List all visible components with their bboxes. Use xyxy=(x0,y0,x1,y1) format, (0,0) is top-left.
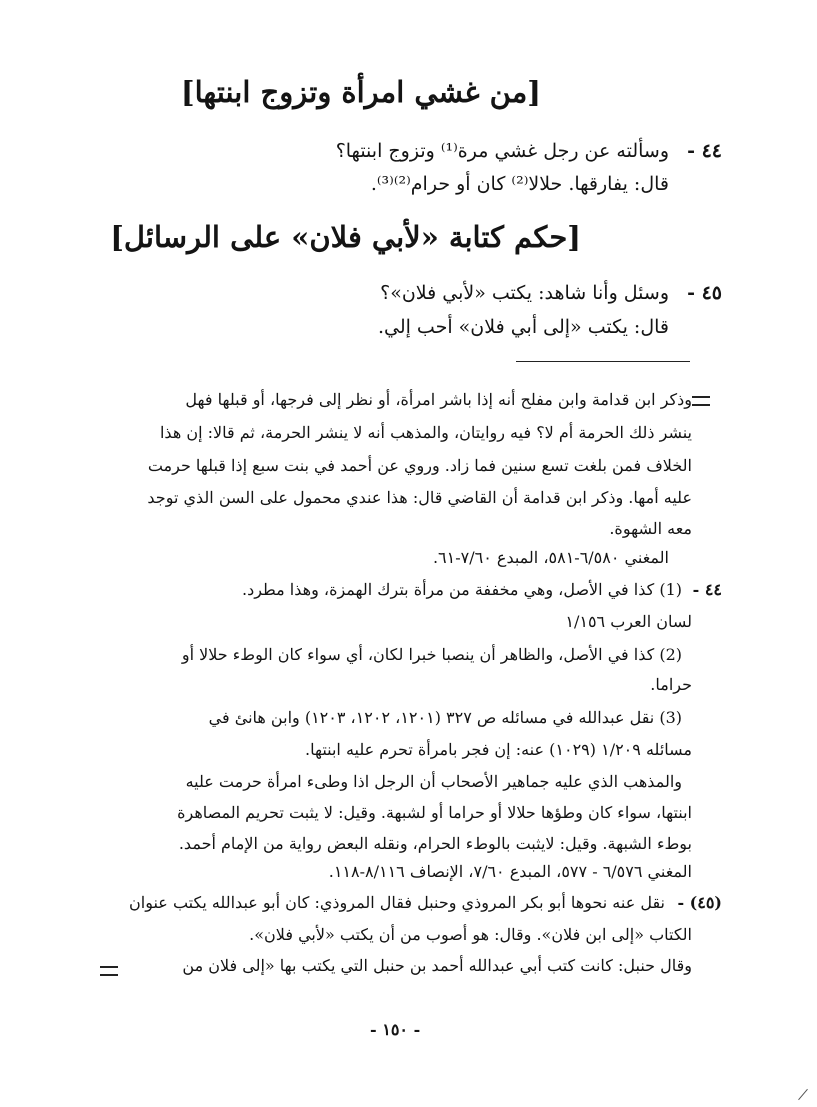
question-45-answer: قال: يكتب «إلى أبي فلان» أحب إلي. xyxy=(377,316,669,338)
footnote-line: الخلاف فمن بلغت تسع سنين فما زاد. وروي عن أحمد في بنت سبع إذا قبلها حرمت xyxy=(147,456,692,475)
footnote-line: المغني ٦/٥٧٦ - ٥٧٧، المبدع ٧/٦٠، الإنصاف ٨/١١٦-١١٨. xyxy=(328,862,692,881)
footnote-line: عليه أمها. وذكر ابن قدامة أن القاضي قال: هذا عندي محمول على السن الذي توجد xyxy=(147,488,692,507)
footnote-line: ابنتها، سواء كان وطؤها حلالا أو حراما أو لشبهة. وقيل: لا يثبت تحريم المصاهرة xyxy=(177,803,692,822)
continuation-mark xyxy=(692,396,710,406)
question-45-number: ٤٥ - xyxy=(687,282,722,304)
footnote-line: المغني ٦/٥٨٠-٥٨١، المبدع ٧/٦٠-٦١. xyxy=(432,548,669,567)
footnote-group-45-number: (٤٥) - xyxy=(677,893,722,912)
footnote-line: بوطء الشبهة. وقيل: لايثبت بالوطء الحرام، ونقله البعض رواية من الإمام أحمد. xyxy=(178,834,692,853)
footnote-line: وذكر ابن قدامة وابن مفلح أنه إذا باشر امرأة، أو نظر إلى فرجها، أو قبلها فهل xyxy=(185,390,692,409)
page-corner-mark xyxy=(798,1089,808,1100)
question-44-number: ٤٤ - xyxy=(687,140,722,162)
footnote-group-44-number: ٤٤ - xyxy=(692,580,722,599)
footnote-separator xyxy=(516,361,690,362)
question-44-text: وسألته عن رجل غشي مرة⁽¹⁾ وتزوج ابنتها؟ xyxy=(335,140,669,162)
footnote-line: لسان العرب ١/١٥٦ xyxy=(565,612,692,631)
page-number: - ١٥٠ - xyxy=(370,1020,421,1039)
question-45-text: وسئل وأنا شاهد: يكتب «لأبي فلان»؟ xyxy=(380,282,669,304)
footnote-line: ينشر ذلك الحرمة أم لا؟ فيه روايتان، والمذهب أنه لا ينشر الحرمة، ثم قالا: إن هذا xyxy=(159,423,692,442)
continuation-mark xyxy=(100,966,118,976)
footnote-line: الكتاب «إلى ابن فلان». وقال: هو أصوب من أن يكتب «لأبي فلان». xyxy=(249,925,692,944)
footnote-line: حراما. xyxy=(650,675,692,694)
question-44-answer: قال: يفارقها. حلالا⁽²⁾ كان أو حرام⁽²⁾⁽³⁾. xyxy=(370,173,669,195)
footnote-line: (3) نقل عبدالله في مسائله ص ٣٢٧ (١٢٠١، ١٢٠٢، ١٢٠٣) وابن هانئ في xyxy=(208,708,682,727)
footnote-line: معه الشهوة. xyxy=(609,519,692,538)
heading-2: [حكم كتابة «لأبي فلان» على الرسائل] xyxy=(110,220,581,254)
heading-1: [من غشي امرأة وتزوج ابنتها] xyxy=(180,75,541,109)
footnote-line: (2) كذا في الأصل، والظاهر أن ينصبا خبرا لكان، أي سواء كان الوطء حلالا أو xyxy=(181,645,682,664)
footnote-line: والمذهب الذي عليه جماهير الأصحاب أن الرجل اذا وطىء امرأة حرمت عليه xyxy=(185,772,682,791)
footnote-line: نقل عنه نحوها أبو بكر المروذي وحنبل فقال المروذي: كان أبو عبدالله يكتب عنوان xyxy=(129,893,665,912)
footnote-line: (1) كذا في الأصل، وهي مخففة من مرأة بترك الهمزة، وهذا مطرد. xyxy=(241,580,682,599)
footnote-line: مسائله ١/٢٠٩ (١٠٢٩) عنه: إن فجر بامرأة تحرم عليه ابنتها. xyxy=(304,740,692,759)
footnote-line: وقال حنبل: كانت كتب أبي عبدالله أحمد بن حنبل التي يكتب بها «إلى فلان من xyxy=(182,956,692,975)
